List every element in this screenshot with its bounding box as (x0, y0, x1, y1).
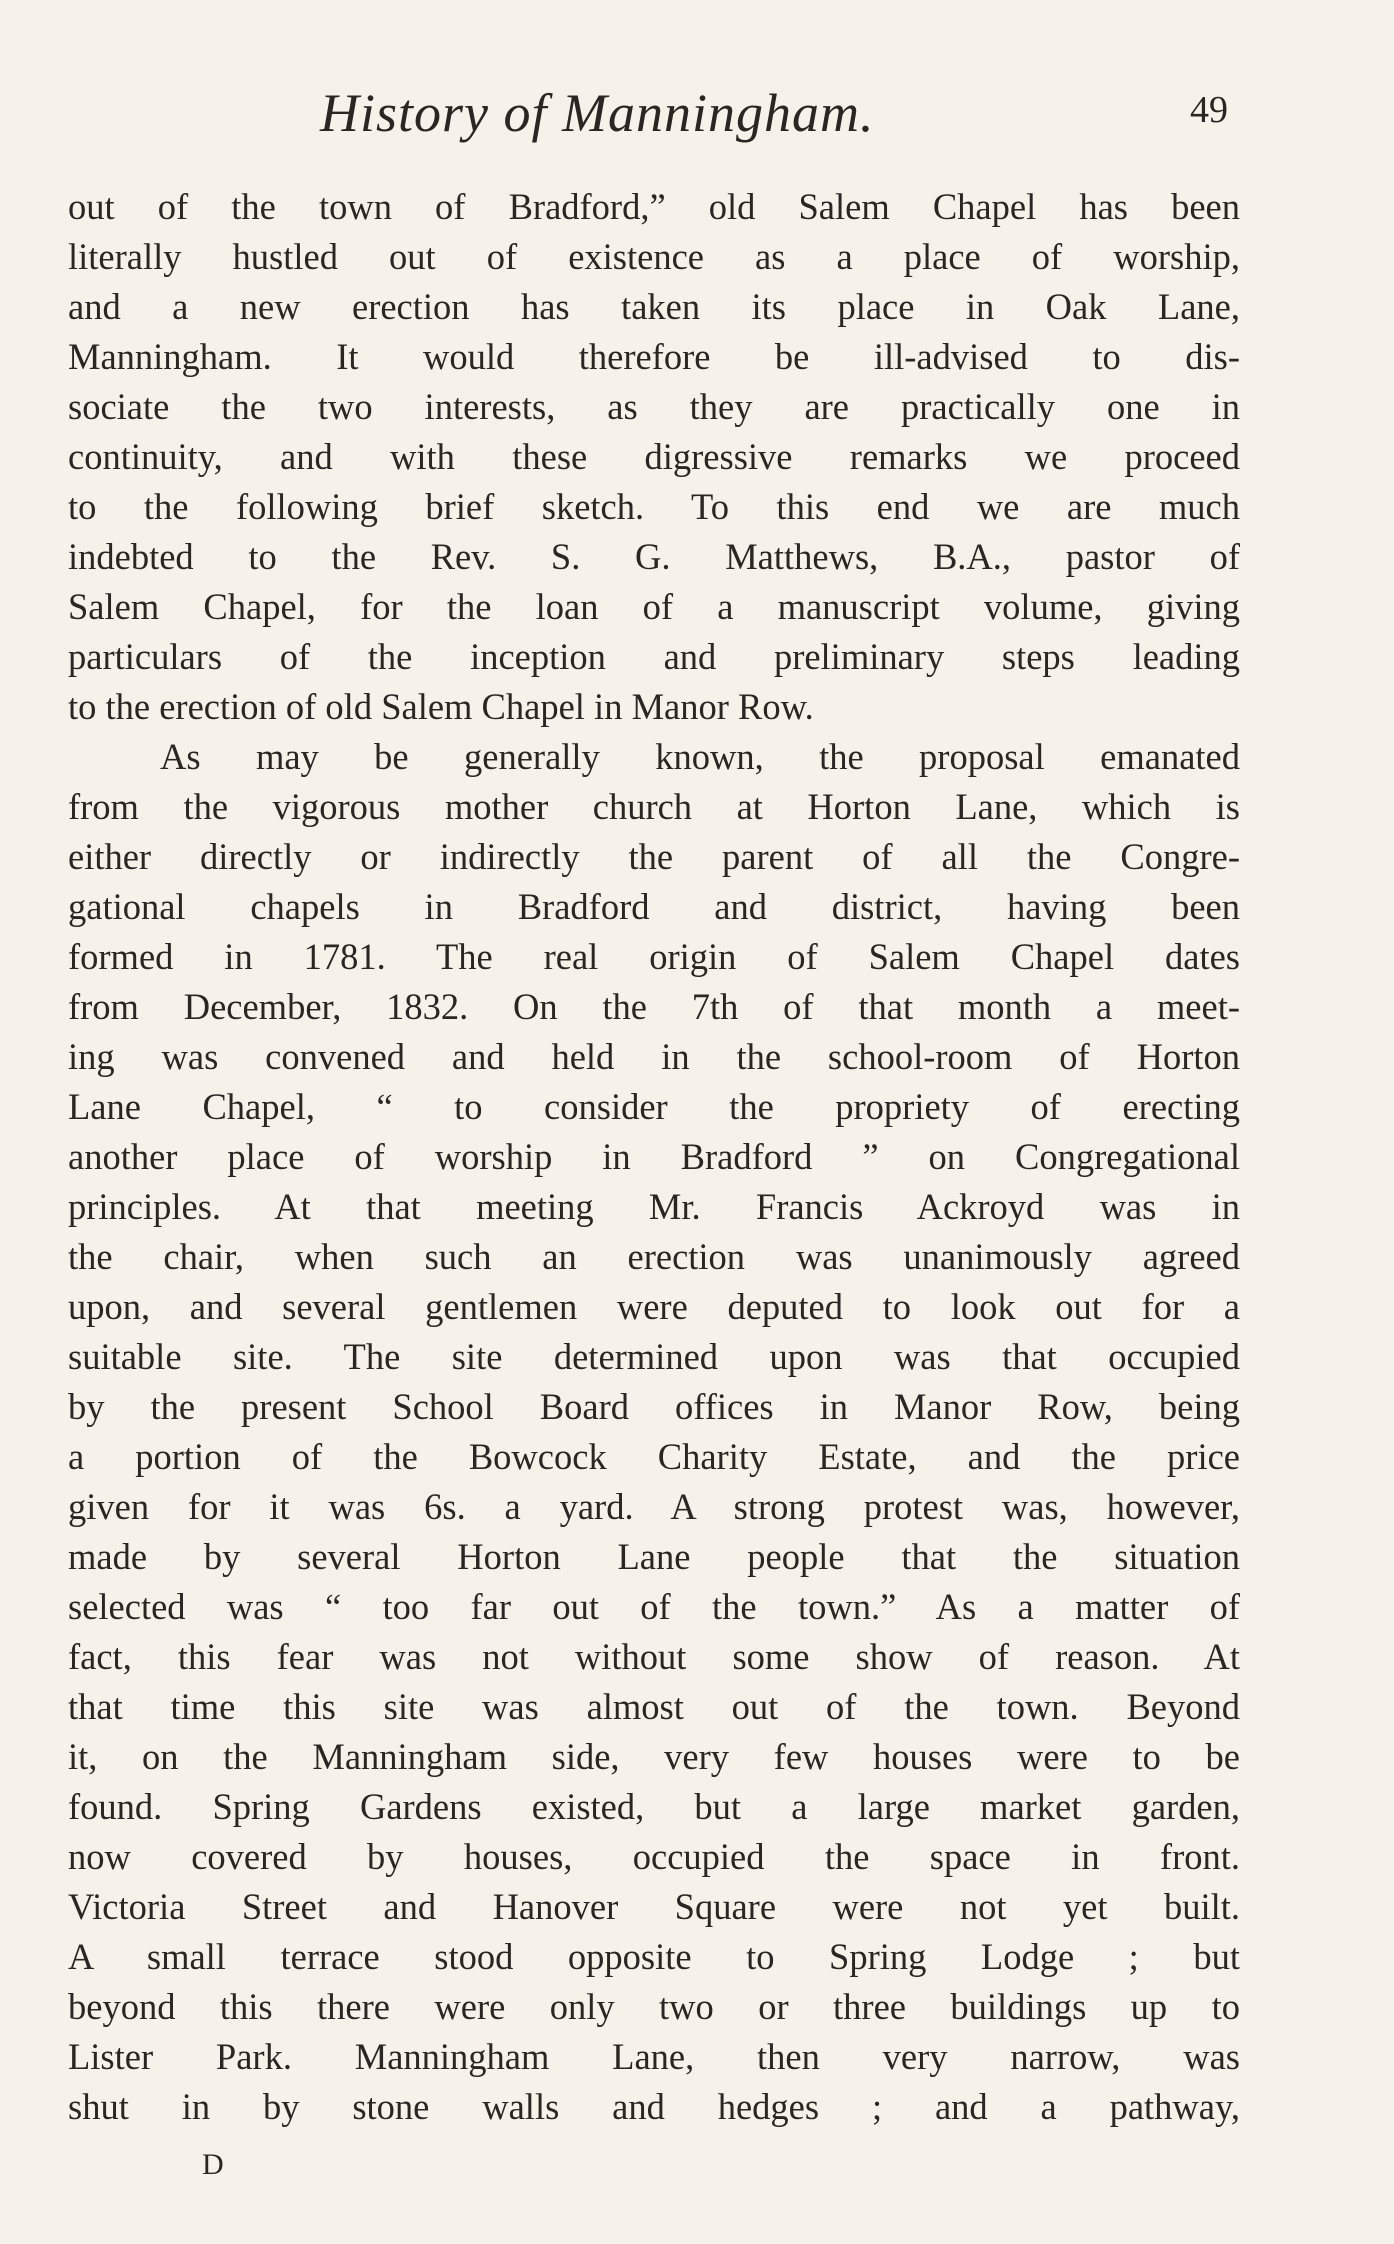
text-line: that time this site was almost out of the town. Beyond (68, 1686, 1240, 1727)
text-line: it, on the Manningham side, very few houses were to be (68, 1736, 1240, 1777)
text-line: ing was convened and held in the school-room of Horton (68, 1036, 1240, 1077)
text-line: shut in by stone walls and hedges ; and a pathway, (68, 2086, 1240, 2127)
text-line: gational chapels in Bradford and district, having been (68, 886, 1240, 927)
running-title: History of Manningham. (320, 83, 875, 143)
text-line: Victoria Street and Hanover Square were not yet built. (68, 1886, 1240, 1927)
text-line: and a new erection has taken its place in Oak Lane, (68, 286, 1240, 327)
text-line: upon, and several gentlemen were deputed to look out for a (68, 1286, 1240, 1327)
page-header (0, 82, 1394, 152)
body-text (68, 182, 1240, 2132)
text-line: a portion of the Bowcock Charity Estate, and the price (68, 1436, 1240, 1477)
text-line: to the following brief sketch. To this end we are much (68, 486, 1240, 527)
text-line: sociate the two interests, as they are practically one in (68, 386, 1240, 427)
paragraph-start-line: As may be generally known, the proposal emanated (160, 736, 1240, 777)
page-number: 49 (1190, 89, 1228, 131)
text-line: suitable site. The site determined upon was that occupied (68, 1336, 1240, 1377)
text-line: literally hustled out of existence as a place of worship, (68, 236, 1240, 277)
text-line: continuity, and with these digressive remarks we proceed (68, 436, 1240, 477)
text-line: the chair, when such an erection was unanimously agreed (68, 1236, 1240, 1277)
text-line: made by several Horton Lane people that the situation (68, 1536, 1240, 1577)
text-line: Manningham. It would therefore be ill-advised to dis- (68, 336, 1240, 377)
text-line: by the present School Board offices in Manor Row, being (68, 1386, 1240, 1427)
text-line: Lane Chapel, “ to consider the propriety of erecting (68, 1086, 1240, 1127)
text-line: fact, this fear was not without some show of reason. At (68, 1636, 1240, 1677)
text-line: found. Spring Gardens existed, but a large market garden, (68, 1786, 1240, 1827)
text-line: from the vigorous mother church at Horton Lane, which is (68, 786, 1240, 827)
text-line: indebted to the Rev. S. G. Matthews, B.A., pastor of (68, 536, 1240, 577)
text-line: given for it was 6s. a yard. A strong protest was, however, (68, 1486, 1240, 1527)
text-line: either directly or indirectly the parent of all the Congre- (68, 836, 1240, 877)
text-line: another place of worship in Bradford ” on Congregational (68, 1136, 1240, 1177)
text-line: principles. At that meeting Mr. Francis Ackroyd was in (68, 1186, 1240, 1227)
signature-mark: D (202, 2148, 224, 2181)
text-line: beyond this there were only two or three buildings up to (68, 1986, 1240, 2027)
text-line: from December, 1832. On the 7th of that month a meet- (68, 986, 1240, 1027)
text-line: formed in 1781. The real origin of Salem Chapel dates (68, 936, 1240, 977)
text-line: Lister Park. Manningham Lane, then very narrow, was (68, 2036, 1240, 2077)
text-line: now covered by houses, occupied the space in front. (68, 1836, 1240, 1877)
text-line: to the erection of old Salem Chapel in Manor Row. (68, 686, 814, 727)
text-line: A small terrace stood opposite to Spring Lodge ; but (68, 1936, 1240, 1977)
text-line: selected was “ too far out of the town.” As a matter of (68, 1586, 1240, 1627)
text-line: particulars of the inception and preliminary steps leading (68, 636, 1240, 677)
text-line: Salem Chapel, for the loan of a manuscript volume, giving (68, 586, 1240, 627)
text-line: out of the town of Bradford,” old Salem Chapel has been (68, 186, 1240, 227)
